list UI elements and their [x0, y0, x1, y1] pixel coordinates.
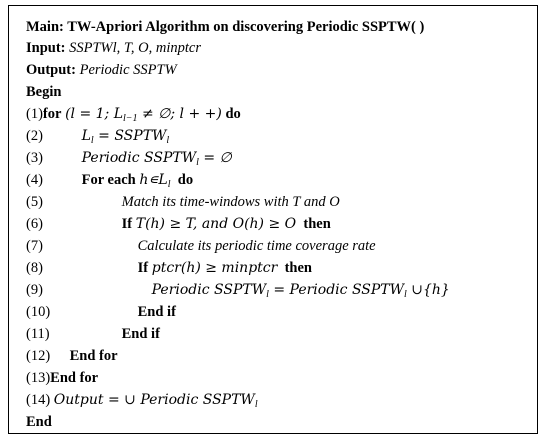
keyword: If: [121, 216, 136, 232]
math-expr: ∪{h}: [406, 282, 450, 298]
begin-keyword: Begin: [26, 84, 62, 100]
step-line-4: [26, 169, 193, 191]
step-number: (4): [26, 172, 43, 188]
algorithm-box: [8, 5, 538, 434]
step-line-5: [26, 191, 340, 213]
keyword: For each: [81, 172, 140, 188]
step-line-3: [26, 147, 232, 169]
step-line-9: [26, 279, 450, 301]
subscript: l: [90, 135, 94, 146]
subscript: l: [404, 289, 407, 300]
keyword: then: [277, 260, 312, 276]
algorithm-title: Main: TW-Apriori Algorithm on discovering Periodic SSPTW( ): [26, 19, 425, 35]
step-text: Calculate its periodic time coverage rate: [137, 238, 376, 254]
step-number: (12): [26, 348, 51, 364]
step-number: (3): [26, 150, 43, 166]
subscript: l: [254, 399, 258, 410]
keyword: End if: [137, 304, 176, 320]
subscript: l: [266, 289, 269, 300]
step-number: (13): [26, 370, 51, 386]
keyword: End if: [121, 326, 160, 342]
step-number: (6): [26, 216, 43, 232]
step-number: (11): [26, 326, 50, 342]
keyword: End for: [69, 348, 118, 364]
step-number: (10): [26, 304, 51, 320]
step-line-11: [26, 323, 160, 345]
step-line-13: [26, 367, 98, 389]
math-expr: Output = ∪ Periodic SSPTW: [53, 392, 255, 408]
subscript: l: [166, 135, 170, 146]
keyword: for: [42, 106, 62, 122]
math-expr: Periodic SSPTW: [151, 282, 267, 298]
input-label: Input:: [26, 40, 66, 56]
math-expr: = Periodic SSPTW: [268, 282, 405, 298]
step-number: (2): [26, 128, 43, 144]
step-number: (9): [26, 282, 43, 298]
step-line-7: [26, 235, 376, 257]
keyword: If: [137, 260, 152, 276]
step-line-12: [26, 345, 118, 367]
output-value: Periodic SSPTW: [79, 62, 177, 78]
end-keyword: End: [26, 414, 52, 430]
step-number: (5): [26, 194, 43, 210]
subscript: l: [196, 157, 199, 168]
keyword: do: [170, 172, 194, 188]
step-line-2: [26, 125, 169, 147]
step-number: (7): [26, 238, 43, 254]
keyword: then: [296, 216, 331, 232]
math-expr: T(h) ≥ T, and O(h) ≥ O: [135, 216, 297, 232]
step-number: (8): [26, 260, 43, 276]
subscript: l: [167, 179, 171, 190]
step-line-1: [26, 103, 241, 125]
step-number: (14): [26, 392, 51, 408]
math-expr: ptcr(h) ≥ minptcr: [151, 260, 278, 276]
math-expr: = SSPTW: [93, 128, 167, 144]
math-expr: (l = 1; L: [65, 106, 124, 122]
math-expr: = ∅: [198, 150, 232, 166]
keyword: End for: [50, 370, 99, 386]
output-label: Output:: [26, 62, 76, 78]
step-line-6: [26, 213, 331, 235]
math-expr: ≠ ∅; l + +): [137, 106, 222, 122]
keyword: do: [221, 106, 241, 122]
step-number: (1): [26, 106, 43, 122]
step-line-10: [26, 301, 176, 323]
input-value: SSPTWl, T, O, minptcr: [69, 40, 201, 56]
step-text: Match its time-windows with T and O: [121, 194, 340, 210]
step-line-14: [26, 389, 258, 411]
subscript: l−1: [123, 113, 138, 124]
step-line-8: [26, 257, 312, 279]
math-expr: Periodic SSPTW: [81, 150, 197, 166]
output-line: [26, 59, 177, 81]
math-expr: h∊L: [139, 172, 168, 188]
math-expr: L: [81, 128, 91, 144]
input-line: [26, 37, 201, 59]
